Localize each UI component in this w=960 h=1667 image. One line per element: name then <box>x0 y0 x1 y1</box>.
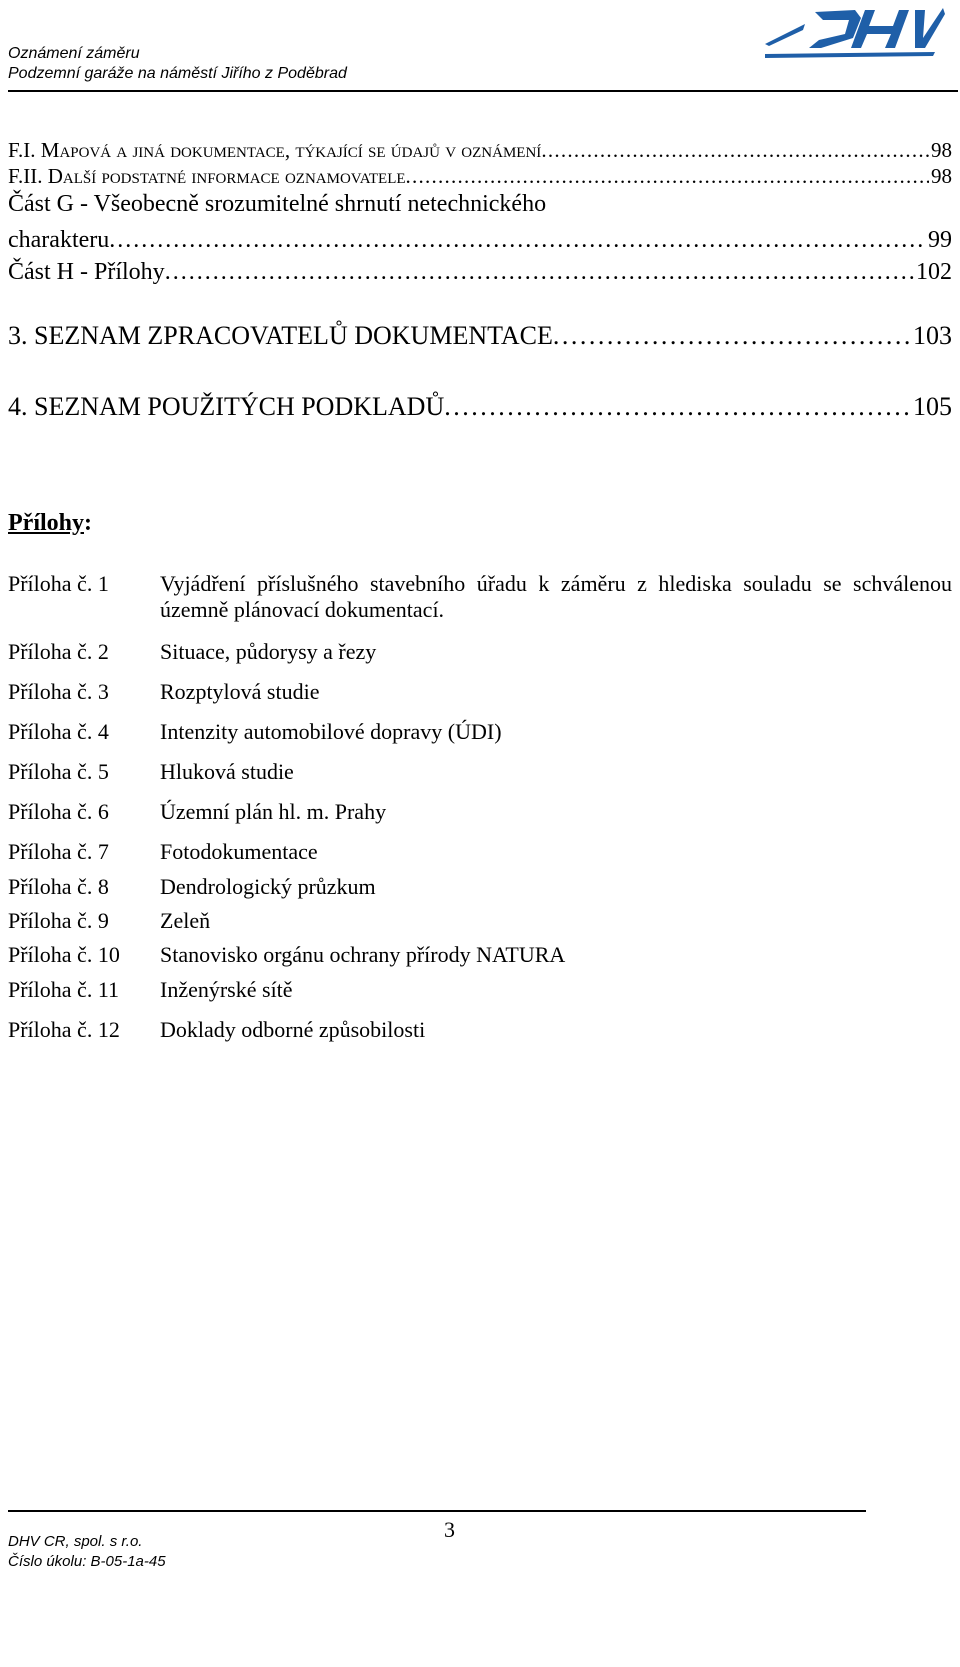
attachment-description: Inženýrské sítě <box>160 977 293 1002</box>
attachment-description: Stanovisko orgánu ochrany přírody NATURA <box>160 942 566 967</box>
attachment-description: Situace, půdorysy a řezy <box>160 639 377 664</box>
toc-page-number: 99 <box>928 227 952 253</box>
toc-entry-g-line2[interactable]: charakteru . . . 99 <box>8 222 952 258</box>
header-project-title: Podzemní garáže na náměstí Jiřího z Poděbrad <box>8 65 347 82</box>
toc-entry-f1[interactable]: F.I. Mapová a jiná dokumentace, týkající se údajů v oznámení . . . 98 <box>8 134 952 166</box>
attachment-label: Příloha č. 4 <box>8 719 109 744</box>
toc-page-number: 102 <box>916 259 952 285</box>
attachment-label: Příloha č. 7 <box>8 839 109 864</box>
attachment-description: Doklady odborné způsobilosti <box>160 1017 426 1042</box>
footer-job-number: Číslo úkolu: B-05-1a-45 <box>8 1553 166 1570</box>
attachment-description: Hluková studie <box>160 759 294 784</box>
attachment-label: Příloha č. 3 <box>8 679 109 704</box>
footer-rule <box>8 1510 866 1512</box>
header-document-type: Oznámení záměru <box>8 45 140 62</box>
toc-entry-f2[interactable]: F.II. Další podstatné informace oznamovatele . . . 98 <box>8 160 952 192</box>
attachment-label: Příloha č. 6 <box>8 799 109 824</box>
toc-page-number: 103 <box>913 321 952 350</box>
attachment-label: Příloha č. 9 <box>8 908 109 933</box>
attachment-description: Územní plán hl. m. Prahy <box>160 799 387 824</box>
attachments-heading: Přílohy: <box>8 510 92 536</box>
toc-page-number: 105 <box>913 392 952 421</box>
page-footer <box>8 1532 166 1572</box>
attachment-label: Příloha č. 2 <box>8 639 109 664</box>
attachment-description: Intenzity automobilové dopravy (ÚDI) <box>160 719 502 744</box>
attachment-label: Příloha č. 12 <box>8 1017 120 1042</box>
toc-entry-4[interactable]: 4. SEZNAM POUŽITÝCH PODKLADŮ . . . 105 <box>8 387 952 427</box>
attachment-description: Vyjádření příslušného stavebního úřadu k záměru z hlediska souladu se schválenou územně plánovací dokumentací. <box>160 571 952 622</box>
header-rule <box>8 90 958 92</box>
attachment-description: Zeleň <box>160 908 211 933</box>
attachment-label: Příloha č. 8 <box>8 874 109 899</box>
page-number: 3 <box>444 1517 455 1542</box>
toc-entry-g-line1[interactable]: Část G - Všeobecně srozumitelné shrnutí netechnického <box>8 191 547 217</box>
attachment-description: Rozptylová studie <box>160 679 320 704</box>
attachment-description: Dendrologický průzkum <box>160 874 376 899</box>
attachment-label: Příloha č. 10 <box>8 942 120 967</box>
attachment-description: Fotodokumentace <box>160 839 318 864</box>
attachment-label: Příloha č. 11 <box>8 977 119 1002</box>
toc-entry-h[interactable]: Část H - Přílohy . . . 102 <box>8 254 952 290</box>
footer-company: DHV CR, spol. s r.o. <box>8 1533 143 1550</box>
attachment-label: Příloha č. 1 <box>8 571 109 596</box>
toc-entry-3[interactable]: 3. SEZNAM ZPRACOVATELŮ DOKUMENTACE . . . 103 <box>8 316 952 356</box>
dhv-logo <box>765 4 945 64</box>
attachment-label: Příloha č. 5 <box>8 759 109 784</box>
toc-page-number: 98 <box>931 164 952 188</box>
toc-page-number: 98 <box>931 138 952 162</box>
